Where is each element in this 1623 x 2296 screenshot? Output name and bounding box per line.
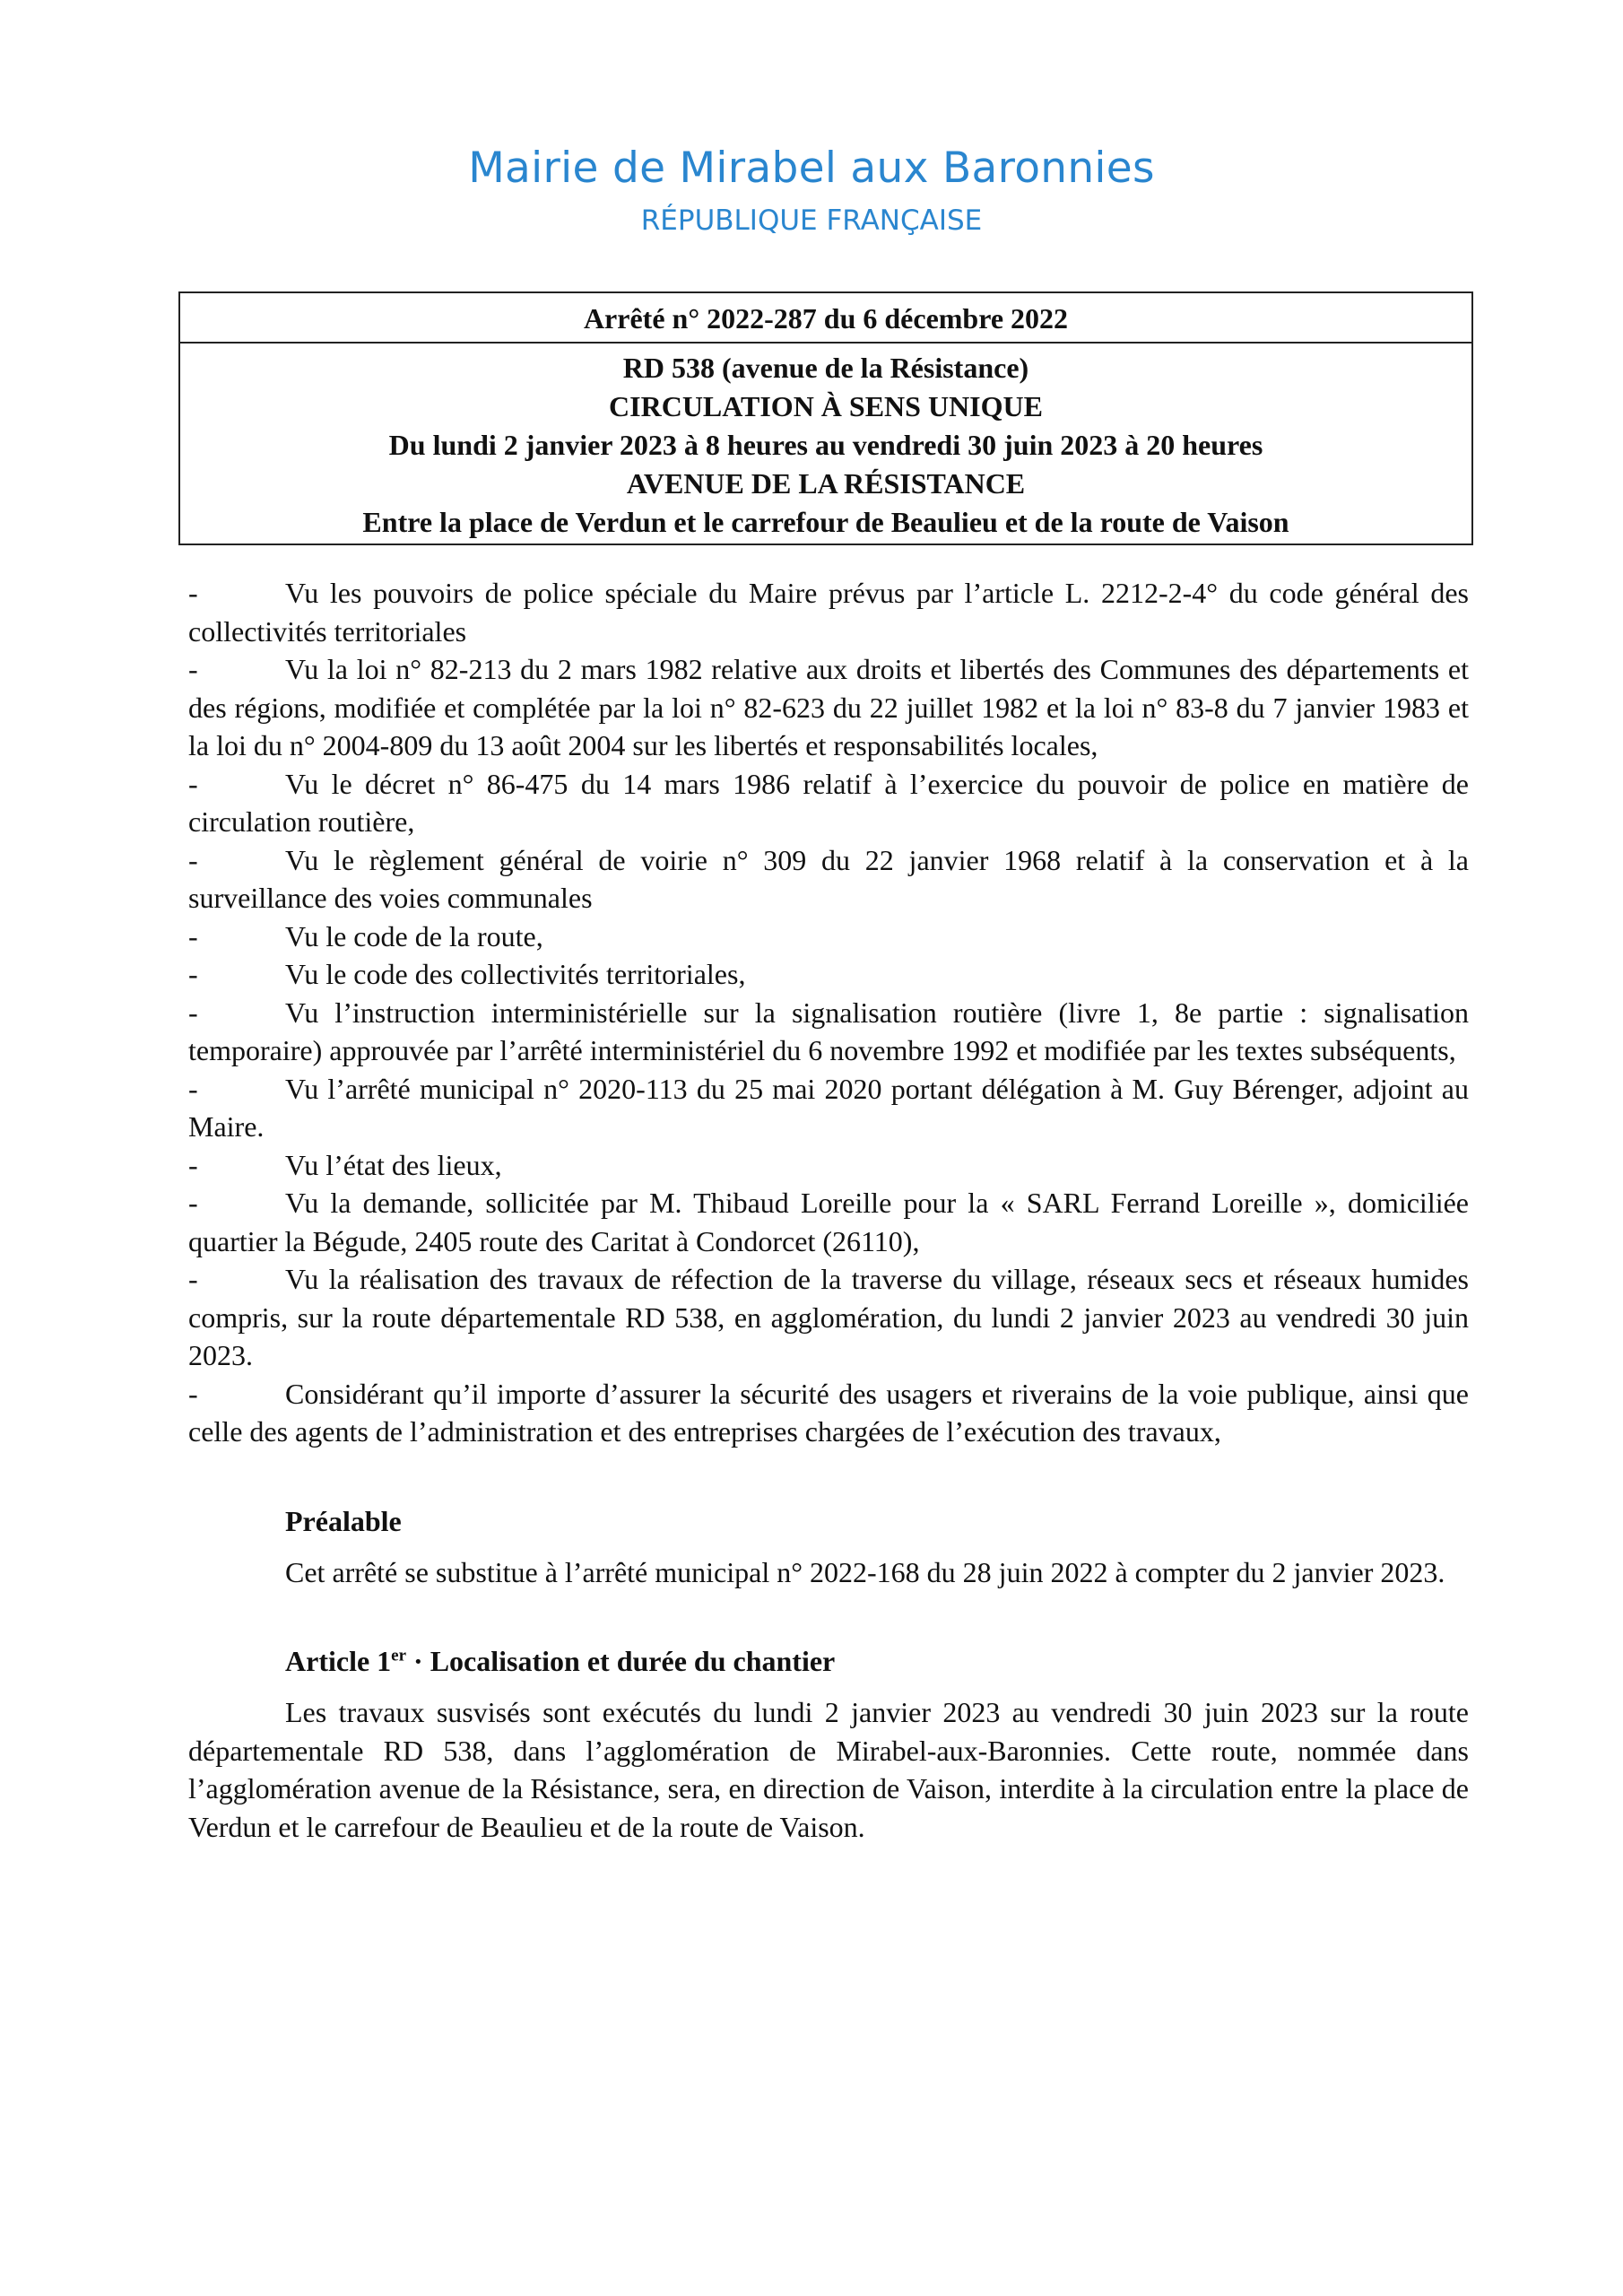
visa-item xyxy=(188,1260,1469,1375)
bullet-dash: - xyxy=(188,958,198,990)
visa-text: Vu la loi n° 82-213 du 2 mars 1982 relative aux droits et libertés des Communes des départements et des régions, modifiée et complétée par la loi n° 82-623 du 22 juillet 1982 et la loi n° 83-8 du 7 janvier 1983 et la loi du n° 2004-809 du 13 août 2004 sur les libertés et responsabilités locales, xyxy=(188,653,1469,761)
arrete-number: Arrêté n° 2022-287 du 6 décembre 2022 xyxy=(180,293,1471,344)
visa-text: Vu l’état des lieux, xyxy=(285,1148,502,1181)
bullet-dash: - xyxy=(188,1263,198,1295)
bullet-dash: - xyxy=(188,653,198,685)
bullet-dash: - xyxy=(188,577,198,609)
visa-item xyxy=(188,1070,1469,1146)
article-1-prefix: Article 1 xyxy=(285,1645,392,1677)
visa-text: Vu la demande, sollicitée par M. Thibaud Loreille pour la « SARL Ferrand Loreille », domiciliée quartier la Bégude, 2405 route des Caritat à Condorcet (26110), xyxy=(188,1187,1469,1257)
visa-item xyxy=(188,650,1469,765)
bullet-dash: - xyxy=(188,1187,198,1219)
arrete-measure: CIRCULATION À SENS UNIQUE xyxy=(609,390,1043,422)
article-1-text: Les travaux susvisés sont exécutés du lundi 2 janvier 2023 au vendredi 30 juin 2023 sur la route départementale RD 538, dans l’agglomération de Mirabel-aux-Baronnies. Cette route, nommée dans l’agglomération avenue de la Résistance, sera, en direction de Vaison, interdite à la circulation entre la place de Verdun et le carrefour de Beaulieu et de la route de Vaison. xyxy=(188,1696,1469,1843)
bullet-dash: - xyxy=(188,1148,198,1181)
arrete-details xyxy=(180,344,1471,544)
bullet-dash: - xyxy=(188,767,198,800)
visa-text: Vu le décret n° 86-475 du 14 mars 1986 relatif à l’exercice du pouvoir de police en matière de circulation routière, xyxy=(188,767,1469,838)
arrete-section: Entre la place de Verdun et le carrefour de Beaulieu et de la route de Vaison xyxy=(362,506,1289,538)
visas-list xyxy=(188,574,1469,1451)
article-1-sup: er xyxy=(391,1646,407,1665)
bullet-dash: - xyxy=(188,1072,198,1105)
bullet-dash: - xyxy=(188,843,198,876)
visa-item xyxy=(188,994,1469,1070)
republique-subtitle: RÉPUBLIQUE FRANÇAISE xyxy=(640,204,983,237)
visa-item xyxy=(188,918,1469,956)
visa-item xyxy=(188,574,1469,650)
article-1-heading xyxy=(285,1641,1469,1681)
visa-text: Vu le code de la route, xyxy=(285,919,543,952)
visa-text: Considérant qu’il importe d’assurer la sécurité des usagers et riverains de la voie publique, ainsi que celle des agents de l’administration et des entreprises chargées de l’exécution des travaux, xyxy=(188,1377,1469,1448)
visa-text: Vu les pouvoirs de police spéciale du Maire prévus par l’article L. 2212-2-4° du code général des collectivités territoriales xyxy=(188,577,1469,648)
bullet-dash: - xyxy=(188,919,198,952)
visa-text: Vu la réalisation des travaux de réfection de la traverse du village, réseaux secs et réseaux humides compris, sur la route départementale RD 538, en agglomération, du lundi 2 janvier 2023 au vendredi 30 juin 2023. xyxy=(188,1263,1469,1371)
visa-item xyxy=(188,841,1469,918)
visa-text: Vu l’instruction interministérielle sur la signalisation routière (livre 1, 8e partie : signalisation temporaire) approuvée par l’arrêté interministériel du 6 novembre 1992 et modifiée par les textes subséquents, xyxy=(188,996,1469,1066)
visa-text: Vu le code des collectivités territoriales, xyxy=(285,958,746,990)
mairie-title: Mairie de Mirabel aux Baronnies xyxy=(468,144,1155,193)
article-1-title: · Localisation et durée du chantier xyxy=(406,1645,836,1677)
letterhead xyxy=(0,142,1623,239)
arrete-title-box xyxy=(178,291,1473,545)
arrete-period: Du lundi 2 janvier 2023 à 8 heures au vendredi 30 juin 2023 à 20 heures xyxy=(388,429,1263,461)
arrete-street: AVENUE DE LA RÉSISTANCE xyxy=(626,467,1026,500)
document-body xyxy=(188,574,1469,1846)
prealable-text: Cet arrêté se substitue à l’arrêté municipal n° 2022-168 du 28 juin 2022 à compter du 2 janvier 2023. xyxy=(285,1555,1445,1588)
prealable-heading: Préalable xyxy=(285,1504,402,1537)
visa-item xyxy=(188,955,1469,994)
bullet-dash: - xyxy=(188,1377,198,1410)
visa-text: Vu le règlement général de voirie n° 309 du 22 janvier 1968 relatif à la conservation et à la surveillance des voies communales xyxy=(188,843,1469,914)
visa-item xyxy=(188,765,1469,841)
visa-item xyxy=(188,1184,1469,1260)
arrete-road: RD 538 (avenue de la Résistance) xyxy=(622,352,1029,384)
bullet-dash: - xyxy=(188,996,198,1029)
visa-item xyxy=(188,1375,1469,1451)
visa-text: Vu l’arrêté municipal n° 2020-113 du 25 mai 2020 portant délégation à M. Guy Bérenger, adjoint au Maire. xyxy=(188,1072,1469,1143)
visa-item xyxy=(188,1146,1469,1185)
